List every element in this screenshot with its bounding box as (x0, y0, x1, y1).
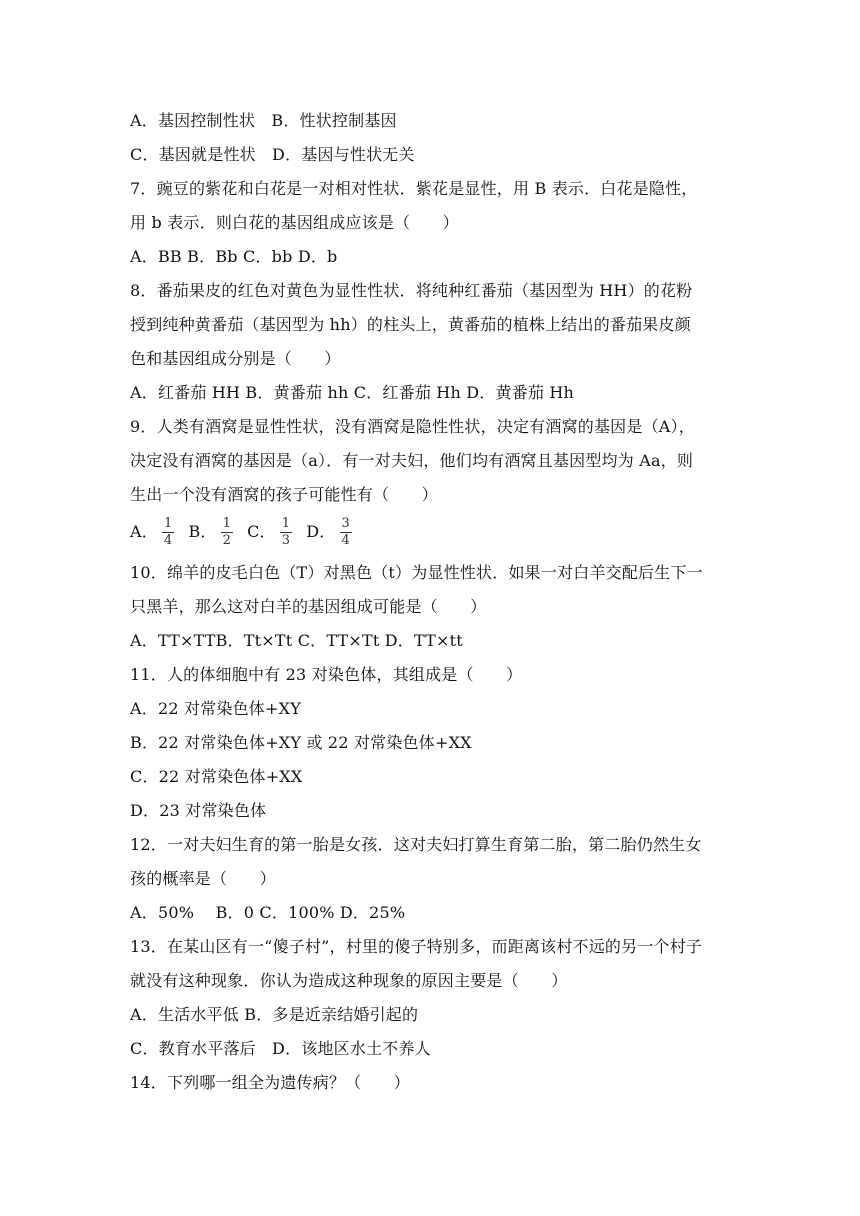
q9-stem-line1: 9．人类有酒窝是显性性状，没有酒窝是隐性性状，决定有酒窝的基因是（A）， (130, 417, 695, 436)
fraction (221, 517, 233, 548)
q9-option-c (247, 517, 292, 548)
q10-stem-line2: 只黑羊，那么这对白羊的基因组成可能是（ ） (130, 597, 487, 616)
q8-options: A．红番茄 HH B．黄番茄 hh C．红番茄 Hh D．黄番茄 Hh (130, 383, 575, 402)
fraction-denominator: 4 (341, 532, 350, 548)
q13-stem-line2: 就没有这种现象．你认为造成这种现象的原因主要是（ ） (130, 971, 568, 990)
fraction-numerator: 1 (281, 515, 291, 531)
q13-options-ab: A．生活水平低 B．多是近亲结婚引起的 (130, 1005, 419, 1024)
q9-option-c-label: C． (247, 522, 276, 541)
q9-option-a (130, 517, 174, 548)
fraction-denominator: 4 (163, 532, 173, 548)
q13-options-cd: C．教育水平落后 D．该地区水土不养人 (130, 1039, 431, 1058)
fraction (280, 517, 292, 548)
q11-option-d: D．23 对常染色体 (130, 801, 267, 820)
q8-stem-line2: 授到纯种黄番茄（基因型为 hh）的柱头上，黄番茄的植株上结出的番茄果皮颜 (130, 315, 691, 334)
fraction-numerator: 1 (163, 515, 173, 531)
q11-stem: 11．人的体细胞中有 23 对染色体，其组成是（ ） (130, 665, 523, 684)
q12-stem-line2: 孩的概率是（ ） (130, 869, 276, 888)
q12-stem-line1: 12．一对夫妇生育的第一胎是女孩．这对夫妇打算生育第二胎，第二胎仍然生女 (130, 835, 702, 854)
q11-option-c: C．22 对常染色体+XX (130, 767, 303, 786)
q9-stem-line3: 生出一个没有酒窝的孩子可能性有（ ） (130, 485, 438, 504)
q9-option-d-label: D． (306, 522, 336, 541)
q9-option-a-label: A． (130, 522, 158, 541)
q7-options: A．BB B．Bb C．bb D．b (130, 247, 338, 266)
q14-stem: 14．下列哪一组全为遗传病？（ ） (130, 1073, 410, 1092)
q9-option-b-label: B． (188, 522, 217, 541)
q7-stem-line1: 7．豌豆的紫花和白花是一对相对性状．紫花是显性，用 B 表示．白花是隐性， (130, 179, 698, 198)
fraction (162, 517, 174, 548)
q8-stem-line1: 8．番茄果皮的红色对黄色为显性性状．将纯种红番茄（基因型为 HH）的花粉 (130, 281, 693, 300)
q9-options (130, 514, 366, 550)
q6-options-ab: A．基因控制性状 B．性状控制基因 (130, 111, 397, 130)
fraction (339, 517, 351, 548)
fraction-denominator: 3 (281, 532, 291, 548)
q11-option-a: A．22 对常染色体+XY (130, 699, 301, 718)
q9-stem-line2: 决定没有酒窝的基因是（a）．有一对夫妇，他们均有酒窝且基因型均为 Aa，则 (130, 451, 694, 470)
q8-stem-line3: 色和基因组成分别是（ ） (130, 349, 341, 368)
q10-stem-line1: 10．绵羊的皮毛白色（T）对黑色（t）为显性性状．如果一对白羊交配后生下一 (130, 563, 703, 582)
fraction-denominator: 2 (222, 532, 232, 548)
fraction-numerator: 1 (222, 515, 232, 531)
q9-option-d (306, 517, 352, 548)
fraction-numerator: 3 (341, 515, 350, 531)
q13-stem-line1: 13．在某山区有一“傻子村”，村里的傻子特别多，而距离该村不远的另一个村子 (130, 937, 703, 956)
q7-stem-line2: 用 b 表示．则白花的基因组成应该是（ ） (130, 213, 459, 232)
q6-options-cd: C．基因就是性状 D．基因与性状无关 (130, 145, 415, 164)
q10-options: A．TT×TTB．Tt×Tt C．TT×Tt D．TT×tt (130, 631, 463, 650)
q11-option-b: B．22 对常染色体+XY 或 22 对常染色体+XX (130, 733, 472, 752)
q9-option-b (188, 517, 233, 548)
q12-options: A．50% B．0 C．100% D．25% (130, 903, 406, 922)
